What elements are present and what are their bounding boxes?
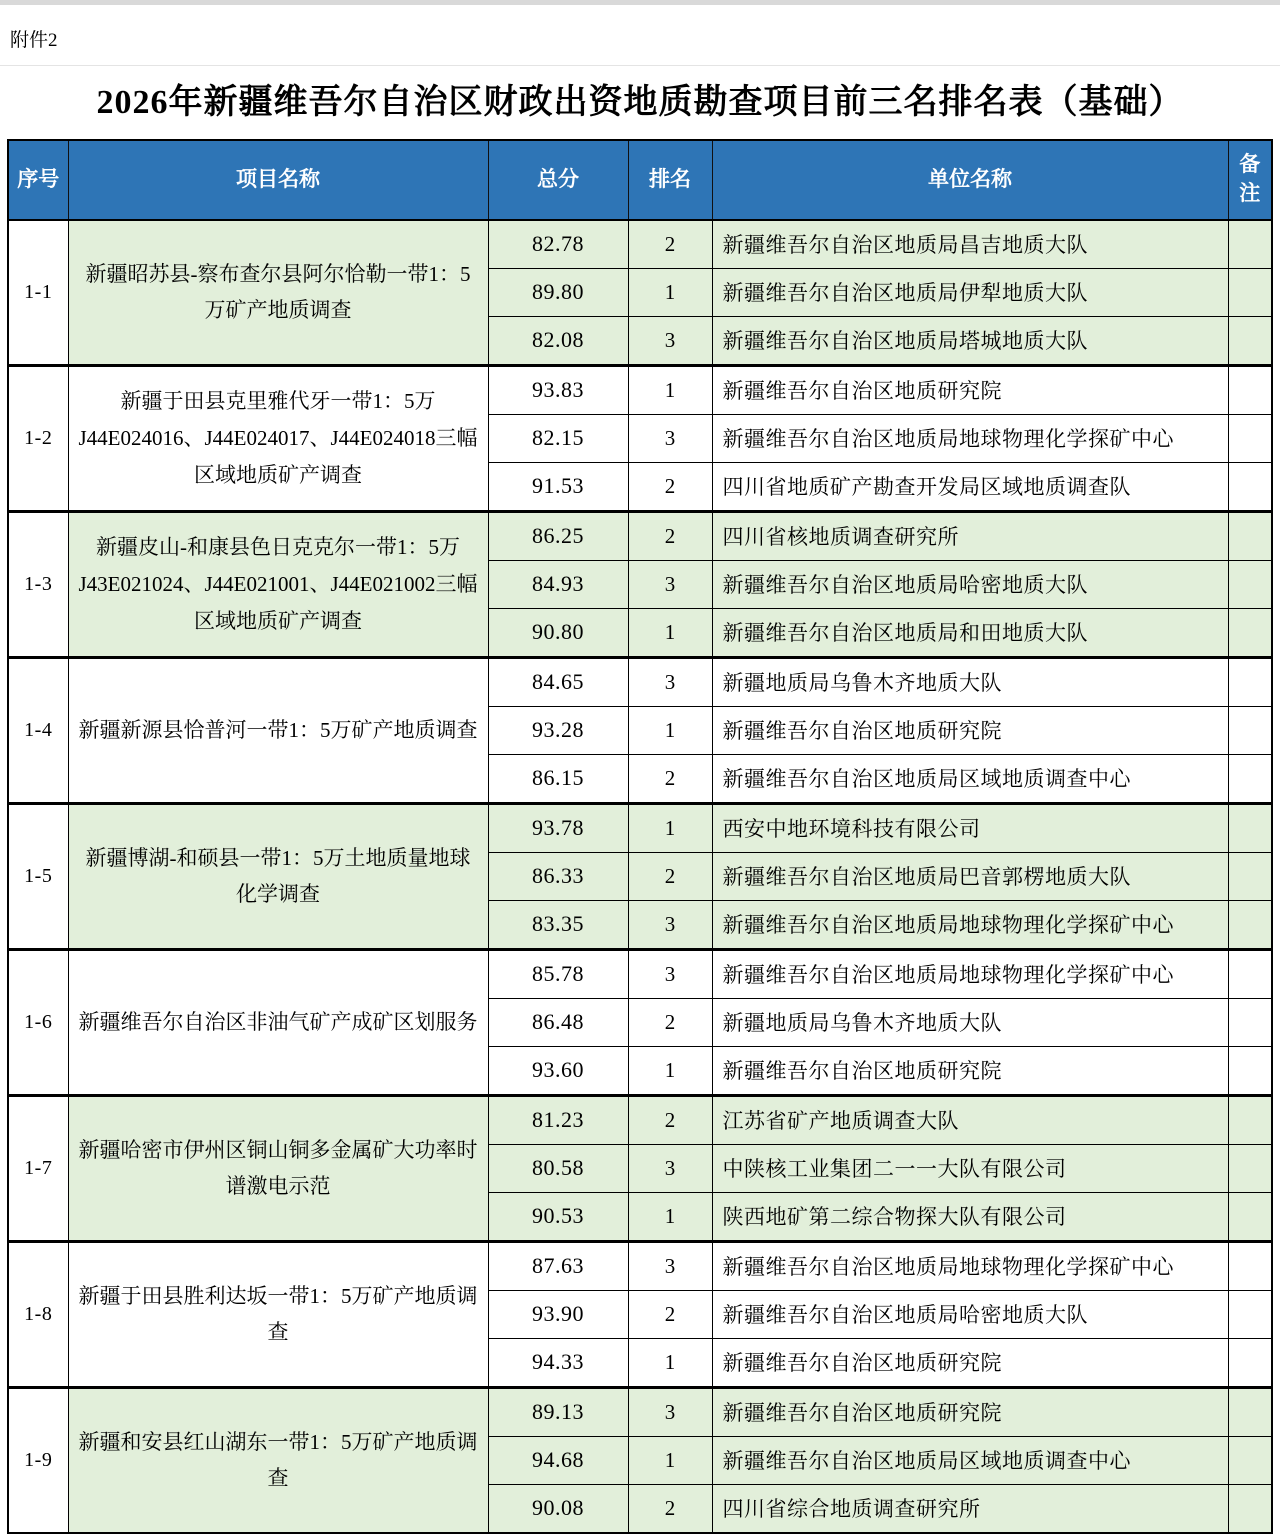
rank-cell: 1 <box>628 1046 712 1095</box>
remark-cell <box>1228 1338 1272 1387</box>
remark-cell <box>1228 803 1272 852</box>
unit-name-cell: 新疆维吾尔自治区地质局地球物理化学探矿中心 <box>712 900 1228 949</box>
remark-cell <box>1228 268 1272 316</box>
header-seq: 序号 <box>8 140 68 220</box>
unit-name-cell: 中陕核工业集团二一一大队有限公司 <box>712 1144 1228 1192</box>
project-group-1-8 <box>8 1241 1272 1387</box>
remark-cell <box>1228 706 1272 754</box>
remark-cell <box>1228 1144 1272 1192</box>
project-name-cell: 新疆于田县胜利达坂一带1：5万矿产地质调查 <box>68 1241 488 1387</box>
rank-cell: 2 <box>628 1484 712 1533</box>
project-name-cell: 新疆皮山-和康县色日克克尔一带1：5万J43E021024、J44E021001、J44E021002三幅区域地质矿产调查 <box>68 511 488 657</box>
remark-cell <box>1228 1241 1272 1290</box>
project-group-1-1 <box>8 220 1272 366</box>
ranking-table <box>7 139 1273 1534</box>
header-remark: 备注 <box>1228 140 1272 220</box>
score-cell: 90.80 <box>488 608 628 657</box>
rank-cell: 2 <box>628 852 712 900</box>
score-cell: 94.68 <box>488 1436 628 1484</box>
table-row <box>8 1387 1272 1436</box>
project-group-1-5 <box>8 803 1272 949</box>
remark-cell <box>1228 462 1272 511</box>
score-cell: 84.93 <box>488 560 628 608</box>
rank-cell: 1 <box>628 706 712 754</box>
table-row <box>8 657 1272 706</box>
table-row <box>8 511 1272 560</box>
rank-cell: 1 <box>628 365 712 414</box>
rank-cell: 3 <box>628 1387 712 1436</box>
seq-cell: 1-2 <box>8 365 68 511</box>
remark-cell <box>1228 1387 1272 1436</box>
remark-cell <box>1228 1290 1272 1338</box>
rank-cell: 3 <box>628 414 712 462</box>
rank-cell: 1 <box>628 803 712 852</box>
seq-cell: 1-8 <box>8 1241 68 1387</box>
rank-cell: 3 <box>628 1144 712 1192</box>
score-cell: 93.83 <box>488 365 628 414</box>
remark-cell <box>1228 754 1272 803</box>
project-name-cell: 新疆维吾尔自治区非油气矿产成矿区划服务 <box>68 949 488 1095</box>
project-group-1-4 <box>8 657 1272 803</box>
remark-cell <box>1228 657 1272 706</box>
remark-cell <box>1228 998 1272 1046</box>
unit-name-cell: 新疆维吾尔自治区地质局伊犁地质大队 <box>712 268 1228 316</box>
rank-cell: 2 <box>628 220 712 269</box>
unit-name-cell: 新疆地质局乌鲁木齐地质大队 <box>712 998 1228 1046</box>
score-cell: 83.35 <box>488 900 628 949</box>
unit-name-cell: 新疆维吾尔自治区地质研究院 <box>712 1387 1228 1436</box>
rank-cell: 1 <box>628 268 712 316</box>
remark-cell <box>1228 949 1272 998</box>
remark-cell <box>1228 852 1272 900</box>
remark-cell <box>1228 365 1272 414</box>
project-name-cell: 新疆和安县红山湖东一带1：5万矿产地质调查 <box>68 1387 488 1533</box>
score-cell: 81.23 <box>488 1095 628 1144</box>
score-cell: 82.78 <box>488 220 628 269</box>
seq-cell: 1-7 <box>8 1095 68 1241</box>
unit-name-cell: 新疆维吾尔自治区地质研究院 <box>712 706 1228 754</box>
score-cell: 93.90 <box>488 1290 628 1338</box>
rank-cell: 2 <box>628 462 712 511</box>
unit-name-cell: 新疆维吾尔自治区地质局地球物理化学探矿中心 <box>712 414 1228 462</box>
score-cell: 84.65 <box>488 657 628 706</box>
unit-name-cell: 新疆维吾尔自治区地质局地球物理化学探矿中心 <box>712 949 1228 998</box>
unit-name-cell: 四川省地质矿产勘查开发局区域地质调查队 <box>712 462 1228 511</box>
table-row <box>8 949 1272 998</box>
remark-cell <box>1228 1095 1272 1144</box>
unit-name-cell: 陕西地矿第二综合物探大队有限公司 <box>712 1192 1228 1241</box>
project-name-cell: 新疆博湖-和硕县一带1：5万土地质量地球化学调查 <box>68 803 488 949</box>
rank-cell: 3 <box>628 316 712 365</box>
rank-cell: 3 <box>628 949 712 998</box>
rank-cell: 3 <box>628 900 712 949</box>
unit-name-cell: 新疆维吾尔自治区地质局地球物理化学探矿中心 <box>712 1241 1228 1290</box>
table-row <box>8 365 1272 414</box>
unit-name-cell: 新疆维吾尔自治区地质研究院 <box>712 365 1228 414</box>
table-header <box>8 140 1272 220</box>
unit-name-cell: 新疆维吾尔自治区地质局昌吉地质大队 <box>712 220 1228 269</box>
project-name-cell: 新疆昭苏县-察布查尔县阿尔恰勒一带1：5万矿产地质调查 <box>68 220 488 366</box>
score-cell: 85.78 <box>488 949 628 998</box>
unit-name-cell: 新疆维吾尔自治区地质研究院 <box>712 1046 1228 1095</box>
seq-cell: 1-4 <box>8 657 68 803</box>
rank-cell: 3 <box>628 657 712 706</box>
score-cell: 93.78 <box>488 803 628 852</box>
seq-cell: 1-1 <box>8 220 68 366</box>
unit-name-cell: 新疆维吾尔自治区地质研究院 <box>712 1338 1228 1387</box>
score-cell: 86.15 <box>488 754 628 803</box>
rank-cell: 2 <box>628 1095 712 1144</box>
remark-cell <box>1228 220 1272 269</box>
unit-name-cell: 新疆维吾尔自治区地质局哈密地质大队 <box>712 1290 1228 1338</box>
unit-name-cell: 新疆维吾尔自治区地质局哈密地质大队 <box>712 560 1228 608</box>
project-group-1-7 <box>8 1095 1272 1241</box>
score-cell: 94.33 <box>488 1338 628 1387</box>
remark-cell <box>1228 900 1272 949</box>
unit-name-cell: 新疆维吾尔自治区地质局和田地质大队 <box>712 608 1228 657</box>
header-rank: 排名 <box>628 140 712 220</box>
rank-cell: 1 <box>628 608 712 657</box>
score-cell: 82.15 <box>488 414 628 462</box>
seq-cell: 1-5 <box>8 803 68 949</box>
score-cell: 82.08 <box>488 316 628 365</box>
project-name-cell: 新疆于田县克里雅代牙一带1：5万J44E024016、J44E024017、J44E024018三幅区域地质矿产调查 <box>68 365 488 511</box>
unit-name-cell: 西安中地环境科技有限公司 <box>712 803 1228 852</box>
table-row <box>8 220 1272 269</box>
score-cell: 93.28 <box>488 706 628 754</box>
rank-cell: 1 <box>628 1192 712 1241</box>
table-row <box>8 1095 1272 1144</box>
unit-name-cell: 四川省核地质调查研究所 <box>712 511 1228 560</box>
score-cell: 86.48 <box>488 998 628 1046</box>
attachment-label: 附件2 <box>0 5 1280 66</box>
remark-cell <box>1228 560 1272 608</box>
rank-cell: 3 <box>628 560 712 608</box>
rank-cell: 3 <box>628 1241 712 1290</box>
remark-cell <box>1228 511 1272 560</box>
score-cell: 87.63 <box>488 1241 628 1290</box>
project-group-1-9 <box>8 1387 1272 1533</box>
remark-cell <box>1228 608 1272 657</box>
unit-name-cell: 新疆维吾尔自治区地质局巴音郭楞地质大队 <box>712 852 1228 900</box>
table-row <box>8 803 1272 852</box>
project-name-cell: 新疆哈密市伊州区铜山铜多金属矿大功率时谱激电示范 <box>68 1095 488 1241</box>
score-cell: 90.08 <box>488 1484 628 1533</box>
score-cell: 90.53 <box>488 1192 628 1241</box>
seq-cell: 1-9 <box>8 1387 68 1533</box>
rank-cell: 2 <box>628 511 712 560</box>
score-cell: 86.25 <box>488 511 628 560</box>
rank-cell: 2 <box>628 998 712 1046</box>
unit-name-cell: 新疆维吾尔自治区地质局区域地质调查中心 <box>712 1436 1228 1484</box>
unit-name-cell: 新疆维吾尔自治区地质局区域地质调查中心 <box>712 754 1228 803</box>
rank-cell: 2 <box>628 1290 712 1338</box>
seq-cell: 1-6 <box>8 949 68 1095</box>
remark-cell <box>1228 1046 1272 1095</box>
score-cell: 89.13 <box>488 1387 628 1436</box>
remark-cell <box>1228 414 1272 462</box>
project-name-cell: 新疆新源县恰普河一带1：5万矿产地质调查 <box>68 657 488 803</box>
header-project: 项目名称 <box>68 140 488 220</box>
score-cell: 80.58 <box>488 1144 628 1192</box>
rank-cell: 2 <box>628 754 712 803</box>
remark-cell <box>1228 1484 1272 1533</box>
unit-name-cell: 四川省综合地质调查研究所 <box>712 1484 1228 1533</box>
project-group-1-6 <box>8 949 1272 1095</box>
rank-cell: 1 <box>628 1338 712 1387</box>
header-unit: 单位名称 <box>712 140 1228 220</box>
unit-name-cell: 新疆地质局乌鲁木齐地质大队 <box>712 657 1228 706</box>
seq-cell: 1-3 <box>8 511 68 657</box>
score-cell: 91.53 <box>488 462 628 511</box>
score-cell: 86.33 <box>488 852 628 900</box>
table-row <box>8 1241 1272 1290</box>
remark-cell <box>1228 316 1272 365</box>
remark-cell <box>1228 1192 1272 1241</box>
page-title: 2026年新疆维吾尔自治区财政出资地质勘查项目前三名排名表（基础） <box>96 84 1184 121</box>
unit-name-cell: 江苏省矿产地质调查大队 <box>712 1095 1228 1144</box>
project-group-1-2 <box>8 365 1272 511</box>
remark-cell <box>1228 1436 1272 1484</box>
rank-cell: 1 <box>628 1436 712 1484</box>
header-score: 总分 <box>488 140 628 220</box>
score-cell: 93.60 <box>488 1046 628 1095</box>
score-cell: 89.80 <box>488 268 628 316</box>
project-group-1-3 <box>8 511 1272 657</box>
unit-name-cell: 新疆维吾尔自治区地质局塔城地质大队 <box>712 316 1228 365</box>
